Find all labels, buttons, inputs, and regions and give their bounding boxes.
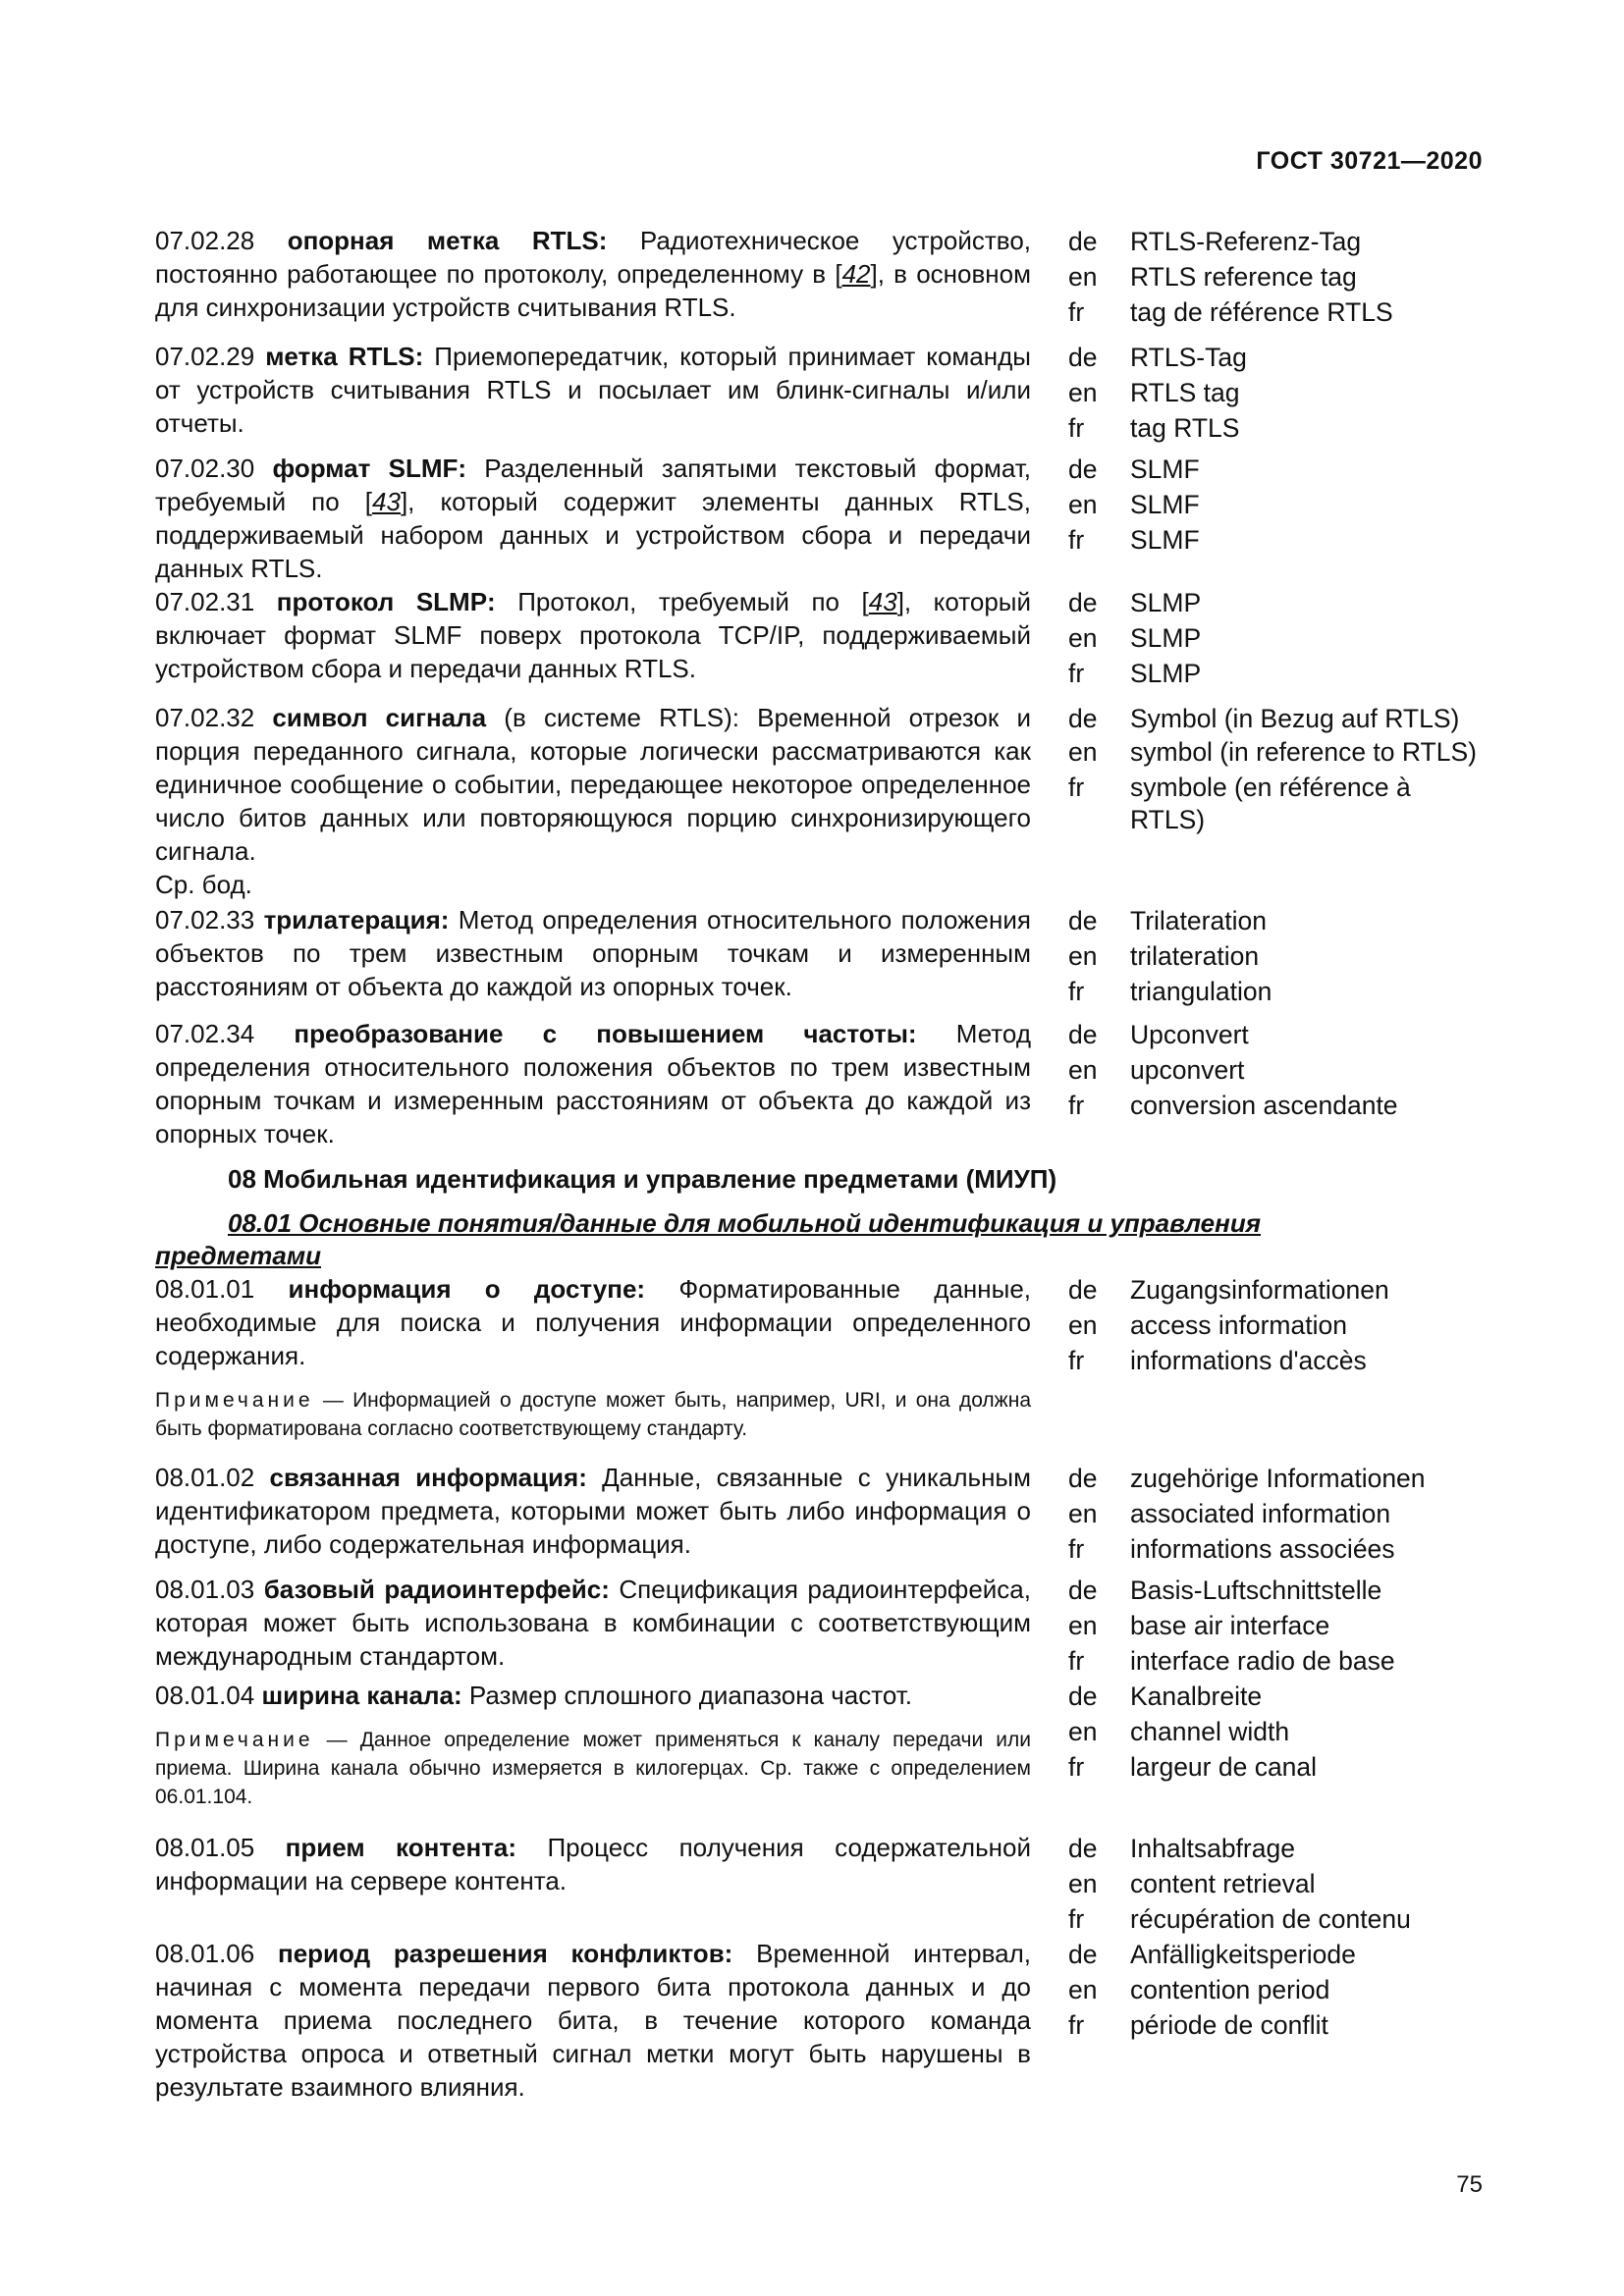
translation-de: Trilateration xyxy=(1130,906,1267,935)
term-entry xyxy=(155,224,1489,330)
term-title: преобразование с повышением частоты: xyxy=(294,1019,917,1048)
note-label: Примечание xyxy=(155,1389,314,1412)
term-entry xyxy=(155,1461,1489,1567)
section-heading: 08 Мобильная идентификация и управление предметами (МИУП) xyxy=(228,1164,1057,1194)
term-definition: 07.02.28 опорная метка RTLS: Радиотехническое устройство, постоянно работающее по протоколу, определенному в [42], в основном для синхронизации устройств считывания RTLS. xyxy=(155,226,1032,322)
term-entry xyxy=(155,1937,1489,2104)
term-translations: de RTLS-Tag en RTLS tag fr tag RTLS xyxy=(1068,340,1489,446)
cross-reference: Ср. бод. xyxy=(155,870,252,899)
term-translations: de SLMP en SLMP fr SLMP xyxy=(1068,585,1489,691)
term-title: информация о доступе: xyxy=(288,1274,646,1304)
translation-de: Basis-Luftschnittstelle xyxy=(1130,1575,1382,1605)
reference-link[interactable]: 42 xyxy=(841,259,871,289)
translation-fr: interface radio de base xyxy=(1130,1646,1395,1676)
translation-en: access information xyxy=(1130,1310,1347,1340)
term-definition: 08.01.06 период разрешения конфликтов: Временной интервал, начиная с момента передачи первого бита протокола данных и до момента приема последнего бита, в течение которого команда устройства опроса и ответный сигнал метки могут быть нарушены в результате взаимного влияния. xyxy=(155,1939,1031,2102)
translation-de: Inhaltsabfrage xyxy=(1130,1834,1295,1863)
term-translations: de Trilateration en trilateration fr triangulation xyxy=(1068,903,1489,1009)
term-translations: de Kanalbreite en channel width fr largeur de canal xyxy=(1068,1679,1489,1811)
term-definition: 08.01.04 ширина канала: Размер сплошного диапазона частот. Примечание — Данное определение может применяться к каналу передачи или приема. Ширина канала обычно измеряется в килогерцах. Ср. также с определением 06.01.104. xyxy=(155,1679,1031,1811)
translation-de: SLMF xyxy=(1130,454,1200,484)
term-definition: 07.02.30 формат SLMF: Разделенный запятыми текстовый формат, требуемый по [43], который содержит элементы данных RTLS, поддерживаемый набором данных и устройством сбора и передачи данных RTLS. xyxy=(155,454,1031,583)
term-title: формат SLMF: xyxy=(272,454,467,483)
term-title: базовый радиоинтерфейс: xyxy=(263,1575,610,1604)
term-translations: de Upconvert en upconvert fr conversion ascendante xyxy=(1068,1017,1489,1150)
translation-fr: informations d'accès xyxy=(1130,1346,1367,1375)
translation-en: RTLS tag xyxy=(1130,378,1240,407)
term-title: связанная информация: xyxy=(269,1463,587,1492)
term-title: протокол SLMP: xyxy=(276,587,496,616)
term-entry xyxy=(155,585,1489,691)
translation-de: Symbol (in Bezug auf RTLS) xyxy=(1130,704,1460,733)
term-translations: de Basis-Luftschnittstelle en base air interface fr interface radio de base xyxy=(1068,1573,1489,1679)
translation-en: SLMP xyxy=(1130,623,1202,653)
term-definition: 07.02.29 метка RTLS: Приемопередатчик, который принимает команды от устройств считывания RTLS и посылает им блинк-сигналы и/или отчеты. xyxy=(155,342,1031,438)
document-id: ГОСТ 30721—2020 xyxy=(1256,147,1483,175)
term-entry xyxy=(155,340,1489,446)
translation-de: RTLS-Referenz-Tag xyxy=(1130,227,1362,256)
translation-en: associated information xyxy=(1130,1499,1391,1528)
term-entry xyxy=(155,1679,1489,1811)
translation-en: SLMF xyxy=(1130,490,1200,519)
reference-link[interactable]: 43 xyxy=(868,587,897,616)
term-translations: de Inhaltsabfrage en content retrieval fr récupération de contenu xyxy=(1068,1831,1489,1937)
term-definition: 07.02.32 символ сигнала (в системе RTLS): Временной отрезок и порция переданного сигнала, которые логически рассматриваются как единичное сообщение о событии, передающее некоторое определенное число битов данных или повторяющуюся порцию синхронизирующего сигнала. Ср. бод. xyxy=(155,703,1031,899)
note: Примечание — Информацией о доступе может быть, например, URI, и она должна быть форматирована согласно соответствующему стандарту. xyxy=(155,1389,1031,1440)
term-definition: 08.01.05 прием контента: Процесс получения содержательной информации на сервере контента. xyxy=(155,1833,1031,1896)
term-translations: de Anfälligkeitsperiode en contention period fr période de conflit xyxy=(1068,1937,1489,2104)
term-translations: de Symbol (in Bezug auf RTLS) en symbol (in reference to RTLS) fr symbole (en référence à RTLS) xyxy=(1068,701,1489,901)
term-title: ширина канала: xyxy=(261,1681,462,1710)
translation-en: contention period xyxy=(1130,1975,1330,2004)
term-entry xyxy=(155,1017,1489,1150)
document-body xyxy=(155,224,1489,2104)
term-definition: 07.02.33 трилатерация: Метод определения относительного положения объектов по трем известным опорным точкам и измеренным расстояниям от объекта до каждой из опорных точек. xyxy=(155,905,1031,1001)
term-definition: 07.02.31 протокол SLMP: Протокол, требуемый по [43], который включает формат SLMF поверх протокола TCP/IP, поддерживаемый устройством сбора и передачи данных RTLS. xyxy=(155,587,1031,683)
translation-de: zugehörige Informationen xyxy=(1130,1464,1426,1493)
translation-de: Zugangsinformationen xyxy=(1130,1275,1389,1305)
subsection-heading: 08.01 Основные понятия/данные для мобильной идентификация и управления предметами xyxy=(155,1208,1262,1270)
term-entry xyxy=(155,1573,1489,1679)
term-entry xyxy=(155,701,1489,901)
term-definition: 08.01.03 базовый радиоинтерфейс: Спецификация радиоинтерфейса, которая может быть использована в комбинации с соответствующим международным стандартом. xyxy=(155,1575,1031,1671)
term-title: трилатерация: xyxy=(263,905,450,934)
note-label: Примечание xyxy=(155,1729,314,1751)
term-title: период разрешения конфликтов: xyxy=(278,1939,733,1968)
term-entry xyxy=(155,903,1489,1009)
translation-fr: triangulation xyxy=(1130,977,1272,1006)
translation-en: trilateration xyxy=(1130,941,1260,971)
term-title: опорная метка RTLS: xyxy=(287,226,608,255)
translation-de: Kanalbreite xyxy=(1130,1682,1263,1711)
translation-fr: SLMF xyxy=(1130,525,1200,555)
translation-fr: SLMP xyxy=(1130,659,1202,688)
term-entry xyxy=(155,1831,1489,1937)
translation-de: Anfälligkeitsperiode xyxy=(1130,1940,1356,1969)
translation-en: RTLS reference tag xyxy=(1130,262,1357,292)
term-entry xyxy=(155,452,1489,585)
term-translations: de Zugangsinformationen en access information fr informations d'accès xyxy=(1068,1272,1489,1443)
translation-en: base air interface xyxy=(1130,1611,1330,1640)
translation-en: channel width xyxy=(1130,1717,1290,1746)
term-title: символ сигнала xyxy=(272,703,487,732)
translation-fr: récupération de contenu xyxy=(1130,1904,1411,1934)
term-definition: 08.01.01 информация о доступе: Форматированные данные, необходимые для поиска и получения информации определенного содержания. Примечание — Информацией о доступе может быть, например, URI, и она должна быть форматирована согласно соответствующему стандарту. xyxy=(155,1272,1031,1443)
term-translations: de SLMF en SLMF fr SLMF xyxy=(1068,452,1489,585)
translation-en: symbol (in reference to RTLS) xyxy=(1130,737,1477,767)
term-title: прием контента: xyxy=(285,1833,517,1862)
translation-de: RTLS-Tag xyxy=(1130,343,1247,372)
translation-en: upconvert xyxy=(1130,1055,1245,1085)
translation-fr: tag RTLS xyxy=(1130,413,1240,443)
term-translations: de RTLS-Referenz-Tag en RTLS reference tag fr tag de référence RTLS xyxy=(1068,224,1489,330)
translation-fr: symbole (en référence à RTLS) xyxy=(1130,773,1411,834)
term-translations: de zugehörige Informationen en associated information fr informations associées xyxy=(1068,1461,1489,1567)
translation-de: SLMP xyxy=(1130,588,1202,617)
translation-de: Upconvert xyxy=(1130,1020,1249,1049)
translation-fr: conversion ascendante xyxy=(1130,1091,1398,1120)
term-definition: 08.01.02 связанная информация: Данные, связанные с уникальным идентификатором предмета, которыми может быть либо информация о доступе, либо содержательная информация. xyxy=(155,1463,1031,1559)
reference-link[interactable]: 43 xyxy=(372,487,401,516)
translation-fr: largeur de canal xyxy=(1130,1752,1318,1782)
term-entry xyxy=(155,1272,1489,1443)
term-definition: 07.02.34 преобразование с повышением частоты: Метод определения относительного положения объектов по трем известным опорным точкам и измеренным расстояниям от объекта до каждой из опорных точек. xyxy=(155,1019,1031,1148)
translation-fr: période de conflit xyxy=(1130,2010,1328,2040)
translation-fr: tag de référence RTLS xyxy=(1130,297,1393,327)
note: Примечание — Данное определение может применяться к каналу передачи или приема. Ширина канала обычно измеряется в килогерцах. Ср. также с определением 06.01.104. xyxy=(155,1729,1031,1808)
translation-fr: informations associées xyxy=(1130,1534,1395,1564)
page-number: 75 xyxy=(1456,2171,1483,2198)
term-title: метка RTLS: xyxy=(265,342,424,371)
translation-en: content retrieval xyxy=(1130,1869,1316,1898)
